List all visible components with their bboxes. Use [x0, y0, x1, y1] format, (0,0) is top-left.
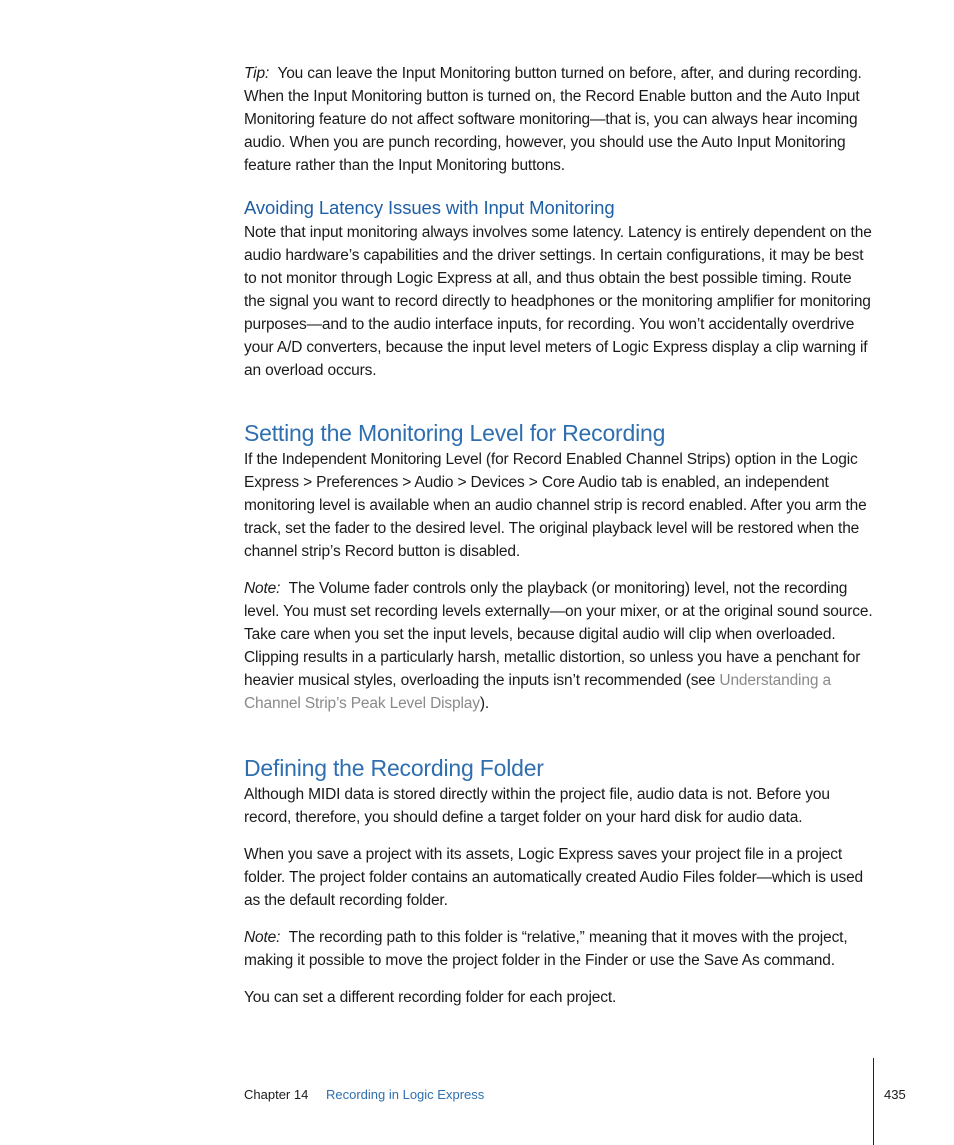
note-end: ).: [479, 695, 490, 712]
recording-folder-heading: Defining the Recording Folder: [244, 755, 544, 781]
monitoring-level-heading: Setting the Monitoring Level for Recording: [244, 420, 666, 446]
latency-heading: Avoiding Latency Issues with Input Monitoring: [244, 197, 615, 218]
recording-folder-para-2: When you save a project with its assets, Logic Express saves your project file in a project folder. The project folder contains an automatically created Audio Files folder—which is used as the default recording folder.: [244, 846, 864, 909]
tip-paragraph: [244, 62, 876, 177]
peak-level-display-link[interactable]: Understanding a Channel Strip’s Peak Level Display: [244, 672, 831, 712]
page-content: [244, 62, 876, 1009]
recording-folder-note: [244, 926, 876, 972]
note-lead: Note:: [244, 929, 281, 946]
footer-page-number: 435: [884, 1087, 906, 1102]
recording-folder-para-1: Although MIDI data is stored directly within the project file, audio data is not. Before you record, therefore, you should define a target folder on your hard disk for audio data.: [244, 786, 830, 826]
note-text: The Volume fader controls only the playback (or monitoring) level, not the recording level. You must set recording levels externally—on your mixer, or at the original sound source. Take care when you set the input levels, because digital audio will clip when overloaded. Clipping results in a particularly harsh, metallic distortion, so unless you have a penchant for heavier musical styles, overloading the inputs isn’t recommended (see: [244, 580, 873, 689]
monitoring-level-note: [244, 577, 876, 715]
footer-divider: [873, 1058, 874, 1145]
tip-text: You can leave the Input Monitoring button turned on before, after, and during recording. When the Input Monitoring button is turned on, the Record Enable button and the Auto Input Monitoring feature do not affect software monitoring—that is, you can always hear incoming audio. When you are punch recording, however, you should use the Auto Input Monitoring feature rather than the Input Monitoring buttons.: [244, 65, 862, 174]
footer-chapter-title[interactable]: Recording in Logic Express: [326, 1087, 485, 1102]
note-lead: Note:: [244, 580, 281, 597]
footer-chapter: Chapter 14: [244, 1087, 309, 1102]
recording-folder-para-3: You can set a different recording folder for each project.: [244, 989, 617, 1006]
note-text: The recording path to this folder is “relative,” meaning that it moves with the project, making it possible to move the project folder in the Finder or use the Save As command.: [244, 929, 848, 969]
tip-lead: Tip:: [244, 65, 270, 82]
monitoring-level-body: If the Independent Monitoring Level (for Record Enabled Channel Strips) option in the Logic Express > Preferences > Audio > Devices > Core Audio tab is enabled, an independent monitoring level is available when an audio channel strip is record enabled. After you arm the track, set the fader to the desired level. The original playback level will be restored when the channel strip’s Record button is disabled.: [244, 451, 867, 560]
latency-body: Note that input monitoring always involves some latency. Latency is entirely dependent on the audio hardware’s capabilities and the driver settings. In certain configurations, it may be best to not monitor through Logic Express at all, and thus obtain the best possible timing. Route the signal you want to record directly to headphones or the monitoring amplifier for monitoring purposes—and to the audio interface inputs, for recording. You won’t accidentally overdrive your A/D converters, because the input level meters of Logic Express display a clip warning if an overload occurs.: [244, 224, 872, 379]
